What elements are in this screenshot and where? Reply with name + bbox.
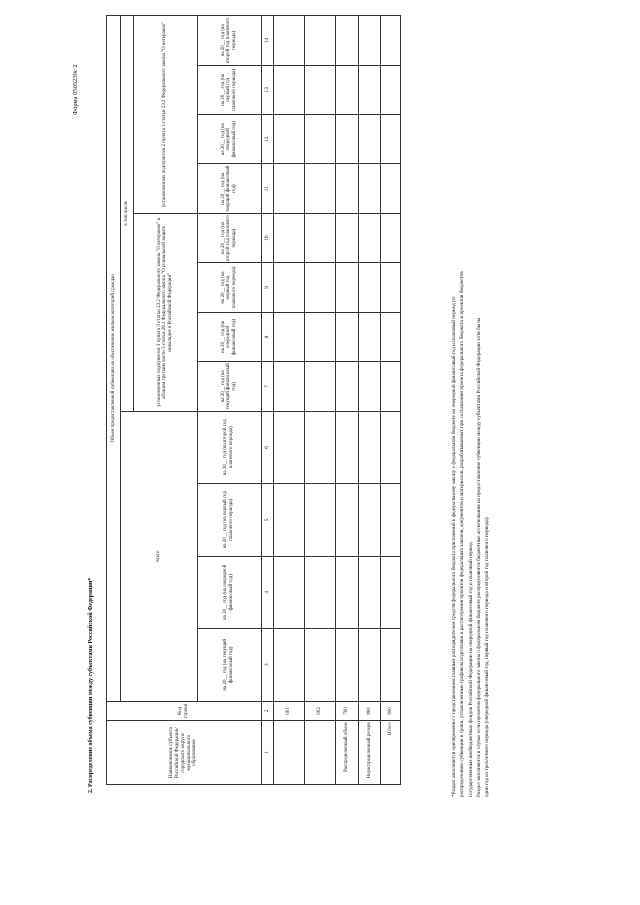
table-row <box>274 16 305 785</box>
data-cell[interactable] <box>381 484 401 556</box>
data-cell[interactable] <box>335 312 358 361</box>
column-number: 12 <box>261 115 273 164</box>
data-cell[interactable] <box>335 16 358 66</box>
row-label: Распределенный объем <box>335 721 358 785</box>
data-cell[interactable] <box>358 115 381 164</box>
year-first-header: на 20__ год (на первый год планового периода) <box>197 263 261 312</box>
data-cell[interactable] <box>335 556 358 628</box>
data-cell[interactable] <box>305 115 336 164</box>
section-title: 2. Распределение объема субвенции между субъектами Российской Федерации* <box>88 577 94 793</box>
row-label[interactable] <box>305 721 336 785</box>
group-b-header: установленных подпунктом 2 пункта 3 статьи 23.2 Федерального закона "О ветеранах" <box>133 16 197 214</box>
data-cell[interactable] <box>358 213 381 262</box>
column-number: 11 <box>261 164 273 213</box>
column-number: 2 <box>261 701 273 721</box>
row-label: Нераспределенный резерв <box>358 721 381 785</box>
data-cell[interactable] <box>381 263 401 312</box>
data-cell[interactable] <box>335 115 358 164</box>
column-number: 13 <box>261 65 273 114</box>
data-cell[interactable] <box>358 16 381 66</box>
code-header: Код строки <box>107 701 262 721</box>
data-cell[interactable] <box>381 213 401 262</box>
data-cell[interactable] <box>305 312 336 361</box>
year-next-header: на 20__ год (на очередной финансовый год) <box>197 556 261 628</box>
data-cell[interactable] <box>274 164 305 213</box>
data-cell[interactable] <box>274 213 305 262</box>
data-cell[interactable] <box>335 213 358 262</box>
data-cell[interactable] <box>381 115 401 164</box>
data-cell[interactable] <box>358 362 381 411</box>
column-number: 9 <box>261 263 273 312</box>
column-number: 1 <box>261 721 273 785</box>
data-cell[interactable] <box>358 263 381 312</box>
data-cell[interactable] <box>274 16 305 66</box>
data-cell[interactable] <box>274 115 305 164</box>
data-cell[interactable] <box>381 312 401 361</box>
column-number: 7 <box>261 362 273 411</box>
table-row <box>305 16 336 785</box>
row-label[interactable] <box>274 721 305 785</box>
row-code: 800 <box>358 701 381 721</box>
row-code: 002 <box>305 701 336 721</box>
data-cell[interactable] <box>358 411 381 483</box>
column-number: 3 <box>261 629 273 701</box>
row-label: Итого <box>381 721 401 785</box>
data-cell[interactable] <box>274 411 305 483</box>
year-second-header: на 20__ год (на второй год планового периода) <box>197 16 261 66</box>
year-next-header: на 20__ год (на очередной финансовый год) <box>197 312 261 361</box>
data-cell[interactable] <box>381 362 401 411</box>
subvention-table <box>106 15 401 785</box>
data-cell[interactable] <box>335 411 358 483</box>
data-cell[interactable] <box>305 484 336 556</box>
data-cell[interactable] <box>358 556 381 628</box>
data-cell[interactable] <box>358 312 381 361</box>
table-row <box>358 16 381 785</box>
total-header: всего <box>121 411 197 701</box>
data-cell[interactable] <box>381 411 401 483</box>
year-current-header: на 20__ год (на текущий финансовый год) <box>197 164 261 213</box>
group-a-header: установленных подпунктом 3 пункта 3 статьи 23.2 Федерального закона "О ветеранах" и абзацем третьим части 3 статьи 28.2 Федерального закона "О социальной защите инвалидов в Российской Федерации" <box>133 213 197 411</box>
data-cell[interactable] <box>274 263 305 312</box>
data-cell[interactable] <box>335 629 358 701</box>
footnote-line: Раздел заполняется в случае если проектом федерального закона о федеральном бюджете распределяются бюджетные ассигнования на предоставление субвенции между субъектами Российской Федерации хотя бы на <box>475 317 482 797</box>
data-cell[interactable] <box>305 213 336 262</box>
column-number: 5 <box>261 484 273 556</box>
footnote-line: распределению субвенции в сроки, установленные графиком подготовки и рассмотрения проектов федеральных законов, документов и материалов, разрабатываемых при составлении проекта федерального бюджета и проектов бюджетов <box>459 271 466 797</box>
data-cell[interactable] <box>305 362 336 411</box>
year-first-header: на 20__ год (на первый год планового периода) <box>197 484 261 556</box>
year-next-header: на 20__ год (на очередной финансовый год) <box>197 115 261 164</box>
data-cell[interactable] <box>274 312 305 361</box>
data-cell[interactable] <box>358 164 381 213</box>
data-cell[interactable] <box>358 629 381 701</box>
data-cell[interactable] <box>305 629 336 701</box>
incl-header: в том числе <box>121 16 133 412</box>
footnote-line: государственных внебюджетных фондов Российской Федерации на очередной финансовый год и плановый период. <box>467 541 474 797</box>
year-second-header: на 20__ год (на второй год планового периода) <box>197 411 261 483</box>
data-cell[interactable] <box>381 65 401 114</box>
data-cell[interactable] <box>274 629 305 701</box>
row-code: 900 <box>381 701 401 721</box>
data-cell[interactable] <box>305 556 336 628</box>
data-cell[interactable] <box>381 16 401 66</box>
data-cell[interactable] <box>335 362 358 411</box>
table-row <box>381 16 401 785</box>
data-cell[interactable] <box>381 629 401 701</box>
column-number: 4 <box>261 556 273 628</box>
data-cell[interactable] <box>305 411 336 483</box>
data-cell[interactable] <box>305 65 336 114</box>
data-cell[interactable] <box>274 556 305 628</box>
form-code: Форма 0505239с 2 <box>72 64 79 115</box>
top-group-header: Объем предоставленной субвенции на обеспечение жильем категорий граждан <box>107 16 121 702</box>
data-cell[interactable] <box>274 362 305 411</box>
data-cell[interactable] <box>358 65 381 114</box>
data-cell[interactable] <box>381 164 401 213</box>
data-cell[interactable] <box>305 164 336 213</box>
data-cell[interactable] <box>305 16 336 66</box>
footnotes <box>450 17 492 797</box>
data-cell[interactable] <box>274 484 305 556</box>
table-row <box>335 16 358 785</box>
column-number: 14 <box>261 16 273 66</box>
column-number: 10 <box>261 213 273 262</box>
year-current-header: на 20__ год (на текущий финансовый год) <box>197 629 261 701</box>
data-cell[interactable] <box>274 65 305 114</box>
year-current-header: на 20__ год (на текущий финансовый год) <box>197 362 261 411</box>
footnote-line: один год из трехлетнего периода (очередной финансовый год, первый год планового периода и второй год планового периода). <box>484 516 491 797</box>
column-number: 8 <box>261 312 273 361</box>
data-cell[interactable] <box>305 263 336 312</box>
data-cell[interactable] <box>335 164 358 213</box>
footnote-line: *Раздел заполняется одновременно с представлением главным распорядителем средств федерального бюджета приложений к федеральному закону о федеральном бюджете на очередной финансовый год и плановый период по <box>451 296 457 797</box>
year-first-header: на 20__ год (на первый год планового периода) <box>197 65 261 114</box>
data-cell[interactable] <box>358 484 381 556</box>
data-cell[interactable] <box>381 556 401 628</box>
name-header: Наименование субъекта Российской Федерации/ городского округа/ муниципального образования <box>107 721 262 785</box>
row-code: 700 <box>335 701 358 721</box>
data-cell[interactable] <box>335 263 358 312</box>
year-second-header: на 20__ год (на второй год планового периода) <box>197 213 261 262</box>
data-cell[interactable] <box>335 484 358 556</box>
row-code: 001 <box>274 701 305 721</box>
data-cell[interactable] <box>335 65 358 114</box>
column-number-row <box>261 16 273 785</box>
column-number: 6 <box>261 411 273 483</box>
